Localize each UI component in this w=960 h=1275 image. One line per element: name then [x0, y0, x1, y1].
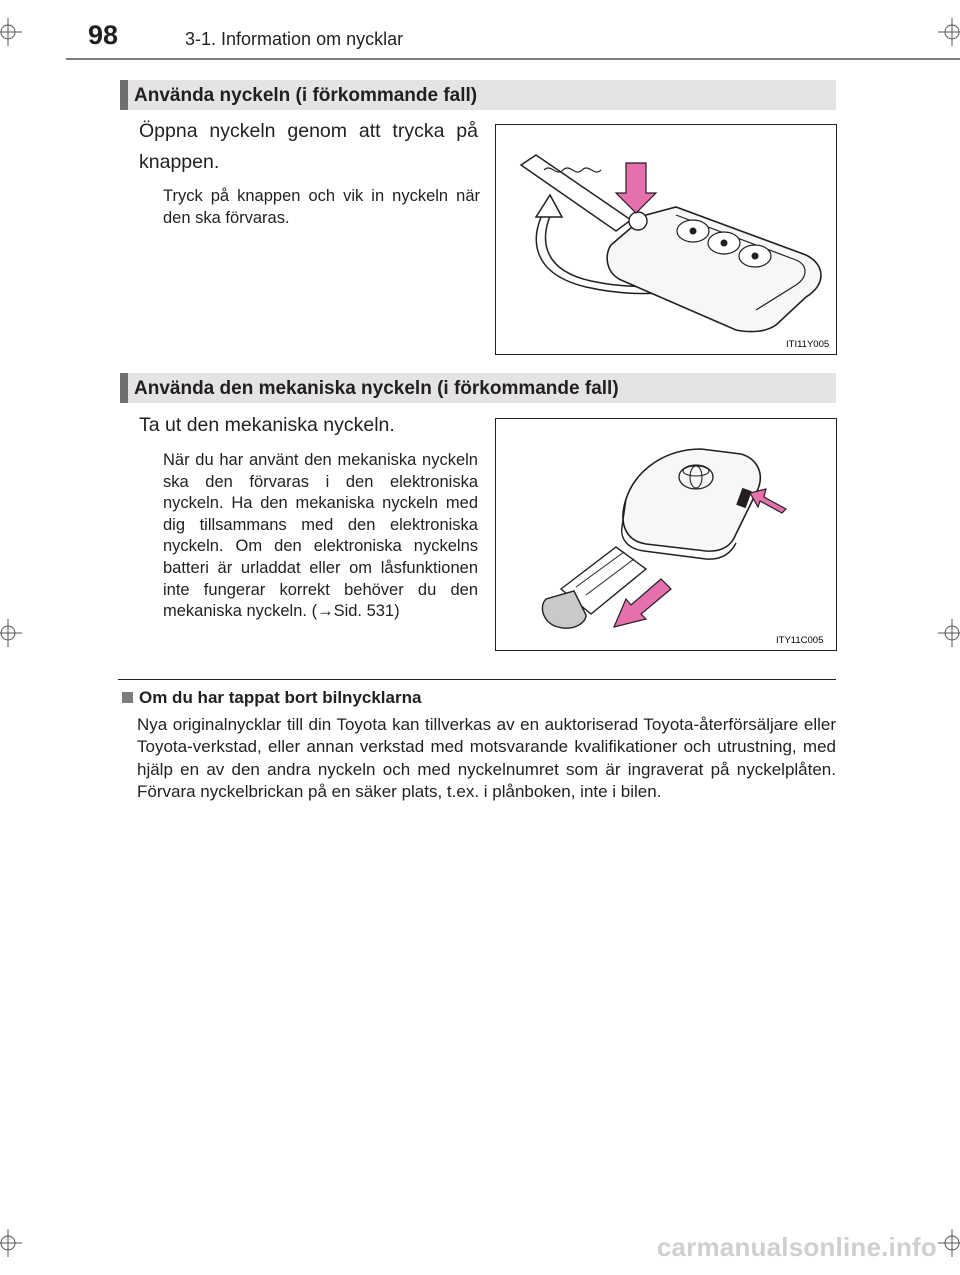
note-mechanical-key	[163, 450, 478, 623]
instruction-open-key: Öppna nyckeln genom att trycka på knappen.	[139, 120, 478, 173]
flip-key-illustration	[496, 125, 836, 354]
smart-key-illustration	[496, 419, 836, 650]
figure-code: ITI11Y005	[786, 339, 830, 350]
reference-arrow-icon: →	[317, 602, 334, 621]
section-heading-mechanical-key	[120, 373, 836, 403]
note-mechanical-key-text: När du har använt den mekaniska nyckeln ska den förvaras i den elektroniska nyckeln. Ha den mekaniska nyckeln med dig tillsammans med den elektroniska nyckeln. Om den elektroniska nyckelns batteri är urladdat eller om låsfunktionen inte fungerar korrekt behöver du den mekaniska nyckeln. (	[163, 451, 478, 621]
section-heading-bar	[120, 80, 128, 110]
square-bullet-icon	[122, 692, 133, 703]
section-heading-text: Använda nyckeln (i förkommande fall)	[134, 85, 478, 106]
figure-flip-key	[495, 124, 837, 355]
figure-code: ITY11C005	[776, 635, 824, 646]
header-rule	[66, 58, 960, 60]
note-body: Nya originalnycklar till din Toyota kan tillverkas av en auktoriserad Toyota-återförsäljare eller Toyota-verkstad, eller annan verkstad med motsvarande kvalifikationer och utrustning, med hjälp en av den andra nyckeln och med nyckelnumret som är ingraverat på nyckelplåten. Förvara nyckelbrickan på en säker plats, t.ex. i plånboken, inte i bilen.	[137, 715, 836, 802]
section-heading-use-key	[120, 80, 836, 110]
note-fold-key: Tryck på knappen och vik in nyckeln när den ska förvaras.	[163, 187, 480, 227]
note-title-text: Om du har tappat bort bilnycklarna	[139, 688, 422, 707]
section-heading-text: Använda den mekaniska nyckeln (i förkommande fall)	[134, 378, 619, 399]
watermark: carmanualsonline.info	[656, 1232, 937, 1262]
note-rule	[118, 679, 836, 680]
page-number: 98	[88, 20, 119, 50]
instruction-remove-key: Ta ut den mekaniska nyckeln.	[139, 414, 395, 436]
note-title	[122, 688, 421, 708]
page-reference-link[interactable]: Sid. 531)	[333, 602, 400, 621]
figure-smart-key	[495, 418, 837, 651]
chapter-title: 3-1. Information om nycklar	[185, 29, 404, 49]
section-heading-bar	[120, 373, 128, 403]
